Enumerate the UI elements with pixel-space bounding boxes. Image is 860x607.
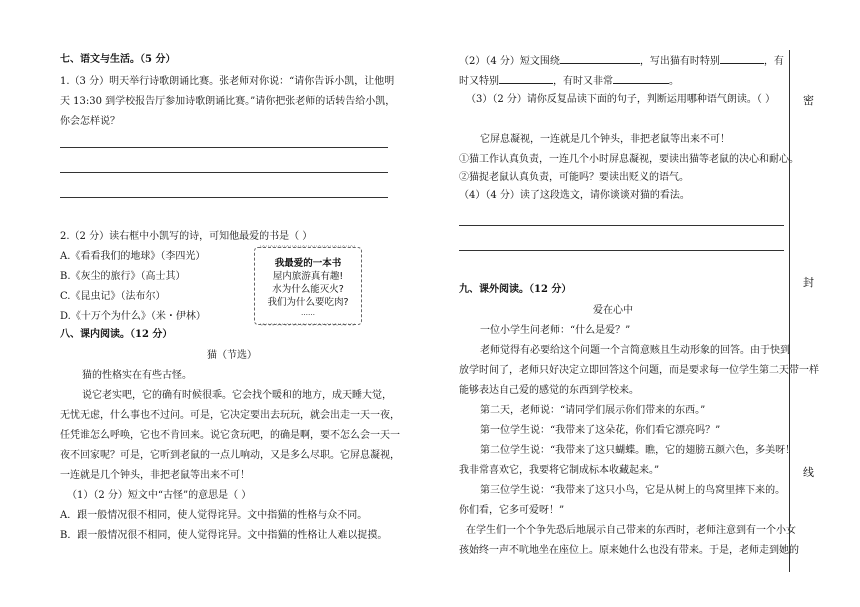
question-1-line-2: 天 13:30 到学校报告厅参加诗歌朗诵比赛。”请你把张老师的话转告给小凯， xyxy=(60,96,396,107)
passage-line: 一连就是几个钟头，非把老鼠等出来不可！ xyxy=(60,470,250,481)
seal-char-mi: 密 xyxy=(803,94,814,107)
question-1-line-1: 1.（3 分）明天举行诗歌朗诵比赛。张老师对你说：“请你告诉小凯，让他明 xyxy=(60,76,395,87)
option-a: A.《看看我们的地球》（李四光） xyxy=(60,251,206,262)
answer-line-5[interactable] xyxy=(459,250,784,251)
story-line: 一位小学生问老师：“什么是爱？” xyxy=(480,325,631,336)
answer-line-2[interactable] xyxy=(60,172,388,173)
judgement-option-2: ②猫捉老鼠认真负责，可能吗？要读出贬义的语气。 xyxy=(459,172,689,183)
question-8-2-line-2 xyxy=(459,73,679,89)
poem-border-bottom: 〰〰〰〰〰〰〰〰〰〰〰〰 xyxy=(260,321,356,329)
q2-text-b: ，写出猫有时特别 xyxy=(639,56,720,67)
story-line: 我非常喜欢它，我要将它制成标本收藏起来。” xyxy=(459,465,660,476)
option-c: C.《昆虫记》（法布尔） xyxy=(60,291,166,302)
passage-line: 夜不回家呢？可是，它听到老鼠的一点儿响动，又是多么尽职。它屏息凝视， xyxy=(60,450,400,461)
story-line: 放学时间了，老师只好决定立即回答这个问题，而是要求每一位学生第二天带一样 xyxy=(459,365,819,376)
seal-char-xian: 线 xyxy=(803,466,814,479)
poem-line-1: 屋内旅游真有趣! xyxy=(272,271,344,282)
passage-line: 说它老实吧，它的确有时候很乖。它会找个暖和的地方，成天睡大觉， xyxy=(82,390,392,401)
q2-text-f: 。 xyxy=(669,76,679,87)
seal-line-divider xyxy=(789,50,790,572)
blank-4[interactable] xyxy=(613,73,669,84)
poem-title: 我最爱的一本书 xyxy=(274,258,342,269)
answer-line-1[interactable] xyxy=(60,147,388,148)
section-8-title: 八、课内阅读。（12 分） xyxy=(60,329,173,340)
poem-line-2: 水为什么能灭火? xyxy=(272,284,344,295)
poem-box xyxy=(254,243,362,329)
q2-text-e: ，有时又非常 xyxy=(553,76,613,87)
story-line: 孩始终一声不吭地坐在座位上。原来她什么也没有带来。于是，老师走到她的 xyxy=(459,545,799,556)
blank-1[interactable] xyxy=(560,53,640,64)
story-line: 你们看，它多可爱呀！” xyxy=(459,505,565,516)
question-8-2-line-1 xyxy=(459,53,784,69)
option-b: B.《灰尘的旅行》（高士其） xyxy=(60,271,186,282)
judgement-option-1: ①猫工作认真负责，一连几个小时屏息凝视，要读出猫等老鼠的决心和耐心。 xyxy=(459,154,799,165)
section-7-title: 七、语文与生活。（5 分） xyxy=(60,54,176,65)
question-1-line-3: 你会怎样说？ xyxy=(60,116,120,127)
poem-ellipsis: …… xyxy=(301,309,315,317)
passage-line: 猫的性格实在有些古怪。 xyxy=(82,370,192,381)
story-line: 第三位学生说：“我带来了这只小鸟，它是从树上的鸟窝里摔下来的。 xyxy=(480,485,786,496)
story-line: 第一位学生说：“我带来了这朵花，你们看它漂亮吗？” xyxy=(480,425,721,436)
story-line: 老师觉得有必要给这个问题一个言简意赅且生动形象的回答。由于快到 xyxy=(480,345,790,356)
poem-border-top: 〰〰〰〰〰〰〰〰〰〰〰〰 xyxy=(260,243,356,251)
story-line: 能够表达自己爱的感觉的东西到学校来。 xyxy=(459,385,639,396)
answer-line-4[interactable] xyxy=(459,225,784,226)
q2-text-c: ，有 xyxy=(763,56,784,67)
option-d: D.《十万个为什么》（米・伊林） xyxy=(60,311,206,322)
question-8-1-option-b: B．跟一般情况很不相同，使人觉得诧异。文中指猫的性格让人难以捉摸。 xyxy=(60,530,388,541)
passage-line: 无忧无虑，什么事也不过问。可是，它决定要出去玩玩，就会出走一天一夜， xyxy=(60,410,400,421)
question-8-1: （1）（2 分）短文中“古怪”的意思是（ ） xyxy=(67,490,252,501)
poem-line-3: 我们为什么要吃肉? xyxy=(267,297,349,308)
quoted-sentence: 它屏息凝视，一连就是几个钟头，非把老鼠等出来不可！ xyxy=(480,134,730,145)
passage-line: 任凭谁怎么呼唤，它也不肯回来。说它贪玩吧，的确是啊，要不怎么会一天一 xyxy=(60,430,400,441)
q2-text-a: （2）（4 分）短文围绕 xyxy=(459,56,560,67)
seal-char-feng: 封 xyxy=(803,276,814,289)
story-line: 第二天，老师说：“请同学们展示你们带来的东西。” xyxy=(480,405,706,416)
story-line: 在学生们一个个争先恐后地展示自己带来的东西时，老师注意到有一个小女 xyxy=(466,525,796,536)
blank-3[interactable] xyxy=(499,73,553,84)
passage-title: 猫（节选） xyxy=(207,350,257,361)
section-9-title: 九、课外阅读。（12 分） xyxy=(459,284,572,295)
question-8-3: （3）（2 分）请你反复品读下面的句子，判断运用哪种语气朗读。（ ） xyxy=(466,94,776,105)
question-2: 2.（2 分）读右框中小凯写的诗，可知他最爱的书是（ ） xyxy=(60,231,313,242)
question-8-4: （4）（4 分）读了这段选文，请你谈谈对猫的看法。 xyxy=(459,190,690,201)
q2-text-d: 时又特别 xyxy=(459,76,499,87)
story-title: 爱在心中 xyxy=(593,305,633,316)
question-8-1-option-a: A．跟一般情况很不相同，使人觉得诧异。文中指猫的性格与众不同。 xyxy=(60,510,368,521)
blank-2[interactable] xyxy=(720,53,764,64)
story-line: 第二位学生说：“我带来了这只蝴蝶。瞧，它的翅膀五颜六色，多美呀！ xyxy=(480,445,796,456)
answer-line-3[interactable] xyxy=(60,197,388,198)
